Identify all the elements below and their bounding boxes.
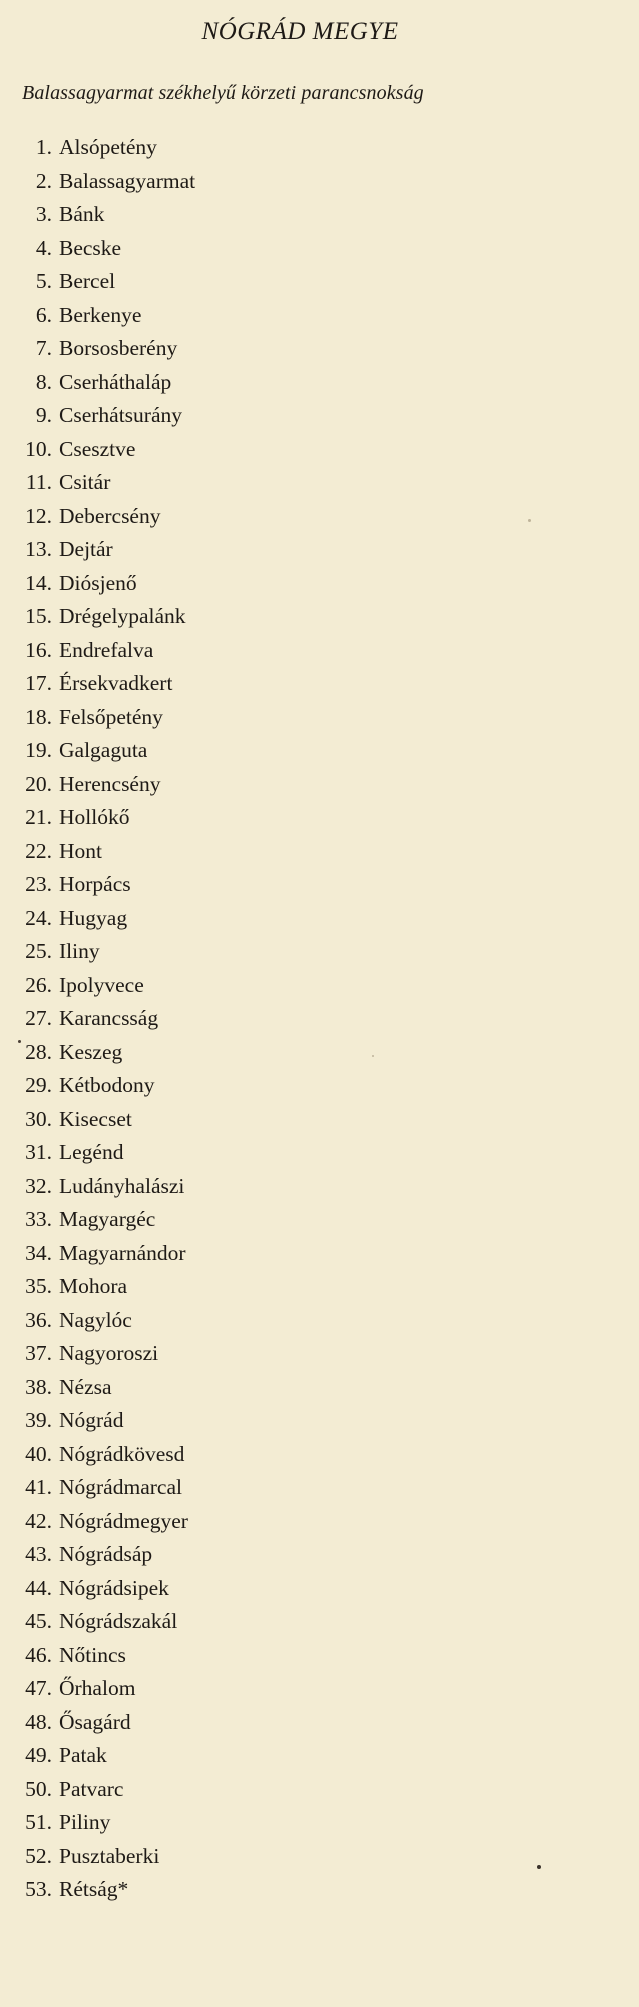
list-item <box>0 433 560 467</box>
page-title: NÓGRÁD MEGYE <box>201 18 399 45</box>
item-name: Érsekvadkert <box>59 671 173 695</box>
item-name: Csitár <box>59 470 111 494</box>
list-item <box>0 265 560 299</box>
item-name: Balassagyarmat <box>59 168 196 193</box>
item-number: 36. <box>25 1307 52 1332</box>
item-name: Nógrádkövesd <box>59 1441 185 1466</box>
item-number: 7. <box>35 336 52 360</box>
item-number: 38. <box>25 1374 52 1399</box>
list-item <box>0 1739 560 1773</box>
item-number: 16. <box>25 637 52 662</box>
item-name: Felsőpetény <box>59 704 163 729</box>
item-number: 3. <box>35 202 52 226</box>
item-name: Iliny <box>59 939 100 963</box>
item-name: Ipolyvece <box>59 972 144 997</box>
item-number: 32. <box>25 1173 52 1198</box>
list-item <box>0 667 560 701</box>
item-name: Debercsény <box>59 503 161 528</box>
list-item <box>0 1304 560 1338</box>
item-name: Kisecset <box>59 1106 132 1131</box>
item-name: Borsosberény <box>59 336 178 360</box>
item-name: Hollókő <box>59 805 130 829</box>
item-number: 10. <box>25 436 52 461</box>
item-name: Drégelypalánk <box>59 604 186 628</box>
item-name: Magyargéc <box>59 1207 156 1231</box>
item-name: Csesztve <box>59 436 136 461</box>
list-item <box>0 600 560 634</box>
print-speck <box>372 1055 374 1057</box>
list-item <box>0 1170 560 1204</box>
list-item <box>0 701 560 735</box>
list-item <box>0 1036 560 1070</box>
item-name: Nógrádsipek <box>59 1575 169 1600</box>
list-item <box>0 969 560 1003</box>
item-number: 1. <box>35 135 52 159</box>
item-number: 6. <box>35 302 52 327</box>
list-item <box>0 902 560 936</box>
item-number: 11. <box>25 470 52 494</box>
list-item <box>0 500 560 534</box>
item-name: Mohora <box>59 1274 128 1298</box>
list-item <box>0 1873 560 1907</box>
list-item <box>0 131 560 165</box>
item-number: 30. <box>25 1106 52 1131</box>
list-item <box>0 1471 560 1505</box>
list-item <box>0 835 560 869</box>
item-name: Cserháthaláp <box>59 369 172 394</box>
section-heading: Balassagyarmat székhelyű körzeti parancsnokság <box>22 82 424 104</box>
item-name: Cserhátsurány <box>59 403 182 427</box>
item-name: Herencsény <box>59 771 161 796</box>
settlement-list <box>0 131 560 1907</box>
item-name: Karancsság <box>59 1006 159 1030</box>
item-name: Pusztaberki <box>59 1843 160 1868</box>
list-item <box>0 1605 560 1639</box>
list-item <box>0 1438 560 1472</box>
list-item <box>0 935 560 969</box>
item-number: 8. <box>35 369 52 394</box>
list-item <box>0 1203 560 1237</box>
item-number: 25. <box>25 939 52 963</box>
item-name: Őrhalom <box>59 1676 136 1700</box>
item-number: 44. <box>25 1575 52 1600</box>
item-number: 33. <box>25 1207 52 1231</box>
item-number: 35. <box>25 1274 52 1298</box>
item-number: 50. <box>25 1776 52 1801</box>
list-item <box>0 399 560 433</box>
item-name: Nógrádszakál <box>59 1609 178 1633</box>
list-item <box>0 332 560 366</box>
item-number: 14. <box>25 570 52 595</box>
list-item <box>0 165 560 199</box>
item-name: Bercel <box>59 269 116 293</box>
item-name: Patvarc <box>59 1776 124 1801</box>
list-item <box>0 1806 560 1840</box>
item-number: 45. <box>25 1609 52 1633</box>
list-item <box>0 734 560 768</box>
list-item <box>0 232 560 266</box>
item-number: 40. <box>25 1441 52 1466</box>
item-name: Alsópetény <box>59 135 157 159</box>
item-number: 37. <box>25 1341 52 1365</box>
item-number: 31. <box>25 1140 52 1164</box>
list-item <box>0 1371 560 1405</box>
list-item <box>0 1538 560 1572</box>
list-item <box>0 1337 560 1371</box>
list-item <box>0 634 560 668</box>
list-item <box>0 466 560 500</box>
list-item <box>0 1237 560 1271</box>
list-item <box>0 1103 560 1137</box>
list-item <box>0 1136 560 1170</box>
item-name: Nézsa <box>59 1374 112 1399</box>
item-name: Piliny <box>59 1810 111 1834</box>
list-item <box>0 1773 560 1807</box>
list-item <box>0 1706 560 1740</box>
list-item <box>0 1270 560 1304</box>
item-number: 9. <box>35 403 52 427</box>
item-name: Nőtincs <box>59 1642 126 1667</box>
item-number: 17. <box>25 671 52 695</box>
item-name: Nógrádmegyer <box>59 1508 188 1533</box>
item-number: 24. <box>25 905 52 930</box>
item-name: Nógrádsáp <box>59 1542 153 1566</box>
list-item <box>0 299 560 333</box>
item-number: 34. <box>25 1240 52 1265</box>
item-name: Magyarnándor <box>59 1240 186 1265</box>
item-number: 48. <box>25 1709 52 1734</box>
list-item <box>0 801 560 835</box>
list-item <box>0 1069 560 1103</box>
item-name: Nógrádmarcal <box>59 1475 182 1499</box>
list-item <box>0 1572 560 1606</box>
list-item <box>0 1672 560 1706</box>
item-number: 52. <box>25 1843 52 1868</box>
item-number: 42. <box>25 1508 52 1533</box>
item-name: Keszeg <box>59 1039 123 1064</box>
item-name: Berkenye <box>59 302 142 327</box>
item-number: 49. <box>25 1743 52 1767</box>
item-name: Dejtár <box>59 537 113 561</box>
item-name: Endrefalva <box>59 637 154 662</box>
item-number: 47. <box>25 1676 52 1700</box>
item-number: 20. <box>25 771 52 796</box>
item-name: Diósjenő <box>59 570 137 595</box>
item-name: Nagyoroszi <box>59 1341 159 1365</box>
item-number: 19. <box>25 738 52 762</box>
item-number: 28. <box>25 1039 52 1064</box>
item-name: Ludányhalászi <box>59 1173 185 1198</box>
item-name: Kétbodony <box>59 1073 155 1097</box>
item-name: Nagylóc <box>59 1307 132 1332</box>
item-name: Legénd <box>59 1140 124 1164</box>
item-name: Rétság* <box>59 1877 129 1901</box>
list-item <box>0 768 560 802</box>
item-name: Hugyag <box>59 905 128 930</box>
item-number: 22. <box>25 838 52 863</box>
item-number: 41. <box>25 1475 52 1499</box>
list-item <box>0 1639 560 1673</box>
item-name: Ősagárd <box>59 1709 131 1734</box>
item-number: 46. <box>25 1642 52 1667</box>
item-name: Becske <box>59 235 122 260</box>
list-item <box>0 366 560 400</box>
print-speck <box>18 1040 21 1043</box>
list-item <box>0 198 560 232</box>
print-speck <box>528 519 531 522</box>
item-name: Horpács <box>59 872 131 896</box>
item-number: 27. <box>25 1006 52 1030</box>
item-name: Bánk <box>59 202 105 226</box>
item-name: Galgaguta <box>59 738 148 762</box>
item-number: 43. <box>25 1542 52 1566</box>
print-speck <box>537 1865 541 1869</box>
item-number: 18. <box>25 704 52 729</box>
list-item <box>0 1002 560 1036</box>
item-number: 53. <box>25 1877 52 1901</box>
item-number: 13. <box>25 537 52 561</box>
item-number: 26. <box>25 972 52 997</box>
item-number: 39. <box>25 1408 52 1432</box>
item-number: 51. <box>25 1810 52 1834</box>
item-number: 12. <box>25 503 52 528</box>
list-item <box>0 1505 560 1539</box>
list-item <box>0 567 560 601</box>
item-number: 2. <box>35 168 52 193</box>
item-number: 29. <box>25 1073 52 1097</box>
item-number: 23. <box>25 872 52 896</box>
list-item <box>0 1840 560 1874</box>
item-name: Hont <box>59 838 102 863</box>
item-number: 15. <box>25 604 52 628</box>
list-item <box>0 533 560 567</box>
item-number: 4. <box>35 235 52 260</box>
list-item <box>0 1404 560 1438</box>
list-item <box>0 868 560 902</box>
item-name: Patak <box>59 1743 107 1767</box>
item-name: Nógrád <box>59 1408 124 1432</box>
item-number: 21. <box>25 805 52 829</box>
item-number: 5. <box>35 269 52 293</box>
